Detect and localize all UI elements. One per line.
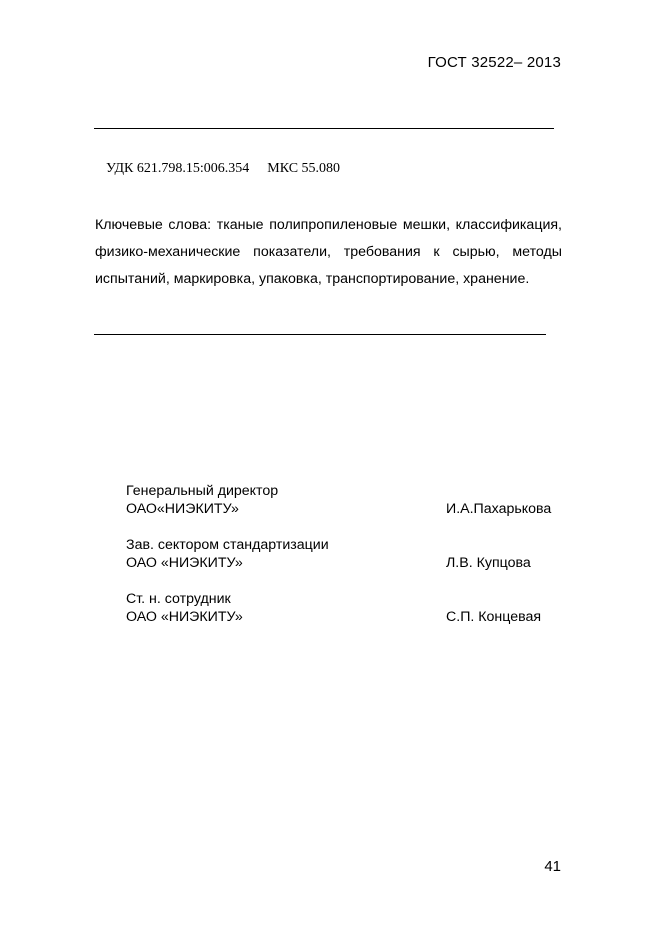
mks-code: МКС 55.080 bbox=[267, 161, 341, 176]
signature-block bbox=[126, 590, 564, 626]
signer-name: И.А.Пахарькова bbox=[446, 501, 552, 517]
signer-name: Л.В. Купцова bbox=[446, 555, 531, 571]
signature-block bbox=[126, 536, 564, 572]
signature-list bbox=[126, 482, 564, 644]
signer-name: С.П. Концевая bbox=[446, 609, 542, 625]
signer-position: Ст. н. сотрудник bbox=[126, 591, 231, 607]
signature-block bbox=[126, 482, 564, 518]
classification-codes bbox=[106, 161, 340, 177]
udk-code: УДК 621.798.15:006.354 bbox=[106, 161, 250, 176]
standard-code: ГОСТ 32522– 2013 bbox=[427, 54, 561, 71]
page-number: 41 bbox=[544, 858, 561, 875]
signer-organization: ОАО «НИЭКИТУ» bbox=[126, 609, 243, 625]
signer-organization: ОАО«НИЭКИТУ» bbox=[126, 501, 239, 517]
top-divider bbox=[94, 128, 554, 129]
keywords-paragraph: Ключевые слова: тканые полипропиленовые мешки, классификация, физико-механические показатели, требования к сырью, методы испытаний, маркировка, упаковка, транспортирование, хранение. bbox=[95, 217, 562, 287]
signer-position: Зав. сектором стандартизации bbox=[126, 537, 329, 553]
signer-position: Генеральный директор bbox=[126, 483, 279, 499]
bottom-divider bbox=[94, 334, 546, 335]
signer-organization: ОАО «НИЭКИТУ» bbox=[126, 555, 243, 571]
